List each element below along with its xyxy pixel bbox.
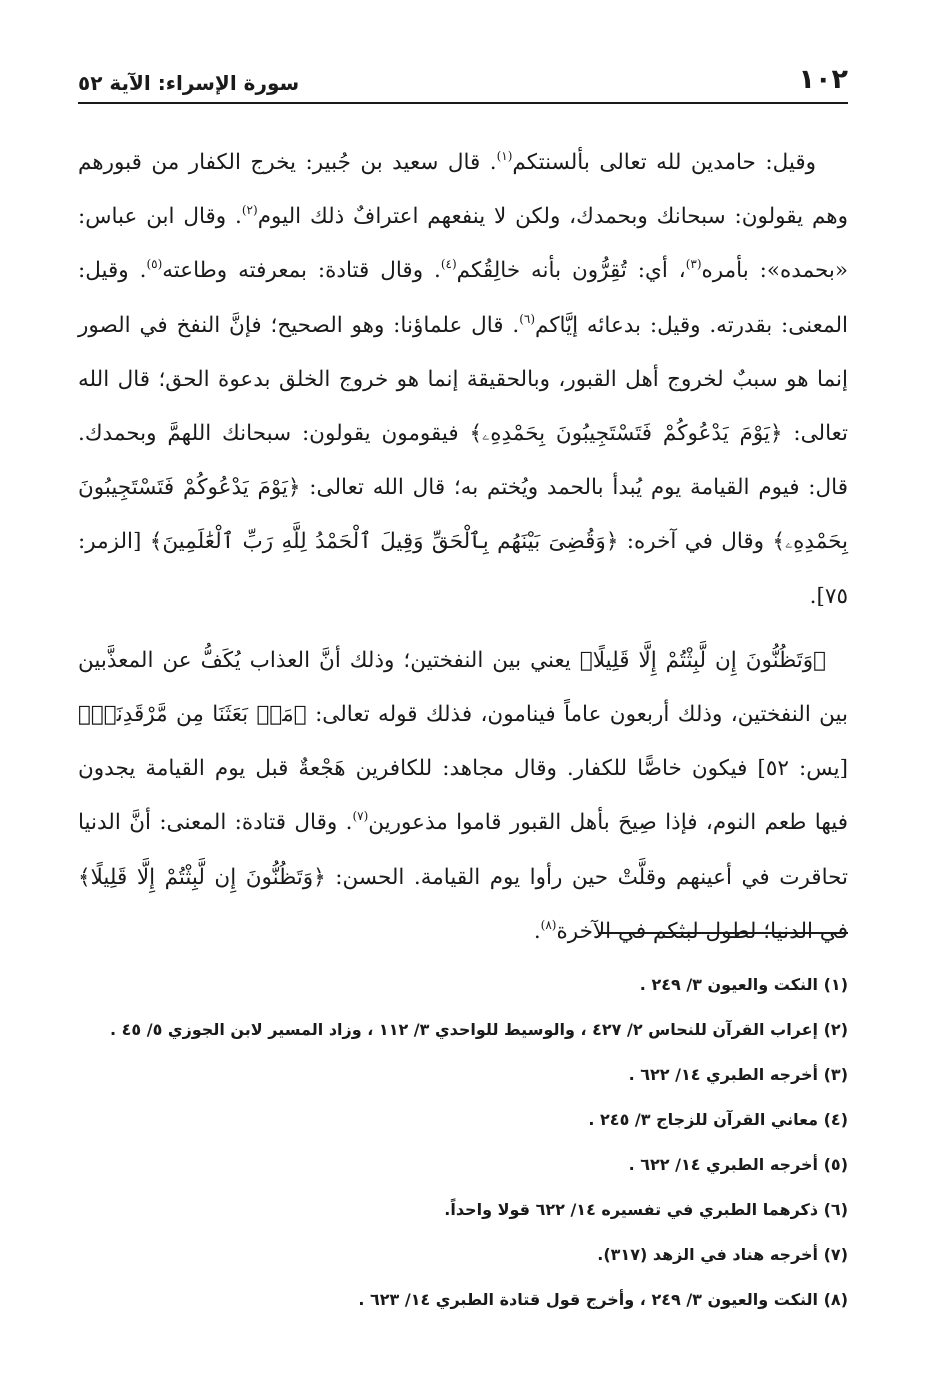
page-number: ١٠٢ [798,64,848,95]
footnote-separator [598,932,848,934]
footnote-ref: (٥) [146,257,163,272]
paragraph-1 [78,136,848,624]
text-run: فيقومون يقولون: سبحانك اللهمَّ وبحمدك. قال: فيوم القيامة يوم يُبدأ بالحمد ويُختم به؛ قال الله تعالى: [78,421,848,501]
quran-verse: ﴿يَوْمَ يَدْعُوكُمْ فَتَسْتَجِيبُونَ بِحَمْدِهِۦ﴾ [469,421,783,447]
text-run: يعني بين النفختين؛ وذلك أنَّ العذاب يُكَفُّ عن المعذَّبين بين النفختين، وذلك أربعون عاماً فينامون، فذلك قوله تعالى: [78,647,848,728]
footnote-5: (٥) أخرجه الطبري ١٤/ ٦٢٢ . [628,1155,848,1174]
quran-verse: ﴿مَنۢ بَعَثَنَا مِن مَّرْقَدِنَاۜ﴾ [78,702,307,728]
quran-verse: ﴿وَقُضِىَ بَيْنَهُم بِٱلْحَقِّ وَقِيلَ ٱلْحَمْدُ لِلَّهِ رَبِّ ٱلْعَٰلَمِينَ﴾ [149,529,619,555]
text-run: . وقال ابن عباس: «بحمده»: بأمره [78,204,849,284]
footnote-ref: (٦) [519,311,536,326]
text-run: في الدنيا؛ لطول لبثكم في الآخرة [556,918,848,944]
footnote-ref: (٧) [352,809,369,824]
footnote-2: (٢) إعراب القرآن للنحاس ٢/ ٤٢٧ ، والوسيط للواحدي ٣/ ١١٢ ، وزاد المسير لابن الجوزي ٥/ ٤٥ . [109,1020,848,1039]
text-run: وقيل: حامدين لله تعالى بألسنتكم [512,150,816,175]
header-title: سورة الإسراء: الآية ٥٢ [78,71,300,95]
text-run: ، أي: تُقِرُّون بأنه خالِقُكم [456,258,686,284]
text-run: [الزمر: ٧٥]. [78,529,848,609]
footnote-ref: (١) [496,149,513,163]
footnote-1: (١) النكت والعيون ٣/ ٢٤٩ . [639,975,848,994]
text-run: . [533,918,541,944]
quran-verse: ﴿وَتَظُنُّونَ إِن لَّبِثْتُمْ إِلَّا قَلِيلًا﴾ [579,647,826,673]
footnotes [78,962,848,1322]
body-text [78,136,848,959]
paragraph-2 [78,634,848,959]
text-run: [يس: ٥٢] فيكون خاصًّا للكفار. وقال مجاهد: للكافرين هَجْعةٌ قبل يوم القيامة يجدون فيها طعم النوم، فإذا صِيحَ بأهل القبور قاموا مذعورين [78,756,848,836]
footnote-4: (٤) معاني القرآن للزجاج ٣/ ٢٤٥ . [588,1110,848,1129]
footnote-ref: (٣) [685,257,702,272]
footnote-3: (٣) أخرجه الطبري ١٤/ ٦٢٢ . [628,1065,848,1084]
text-run: وقال في آخره: [618,529,773,555]
text-run: . قال سعيد بن جُبير: يخرج الكفار من قبورهم وهم يقولون: سبحانك وبحمدك، ولكن لا ينفعهم اعترافٌ ذلك اليوم [78,150,848,230]
running-header [78,56,848,104]
footnote-7: (٧) أخرجه هناد في الزهد (٣١٧). [597,1245,848,1264]
footnote-6: (٦) ذكرهما الطبري في تفسيره ١٤/ ٦٢٢ قولا واحداً. [444,1200,848,1219]
text-run: . قال علماؤنا: وهو الصحيح؛ فإنَّ النفخ في الصور إنما هو سببٌ لخروج أهل القبور، وبالحقيقة إنما هو خروج الخلق بدعوة الحق؛ قال الله تعالى: [78,312,848,447]
footnote-ref: (٢) [241,203,258,218]
footnote-ref: (٤) [440,257,457,272]
quran-verse: ﴿يَوْمَ يَدْعُوكُمْ فَتَسْتَجِيبُونَ بِحَمْدِهِۦ﴾ [78,475,848,555]
footnote-ref: (٨) [540,917,557,932]
quran-verse: ﴿وَتَظُنُّونَ إِن لَّبِثْتُمْ إِلَّا قَلِيلًا﴾ [78,864,326,890]
text-run: . وقيل: المعنى: بقدرته. وقيل: بدعائه إيَّاكم [78,258,848,338]
text-run: . وقال قتادة: المعنى: أنَّ الدنيا تحاقرت في أعينهم وقلَّتْ حين رأوا يوم القيامة. الحسن: [78,810,848,890]
footnote-8: (٨) النكت والعيون ٣/ ٢٤٩ ، وأخرج قول قتادة الطبري ١٤/ ٦٢٣ . [358,1290,848,1309]
text-run: . وقال قتادة: بمعرفته وطاعته [162,258,441,284]
